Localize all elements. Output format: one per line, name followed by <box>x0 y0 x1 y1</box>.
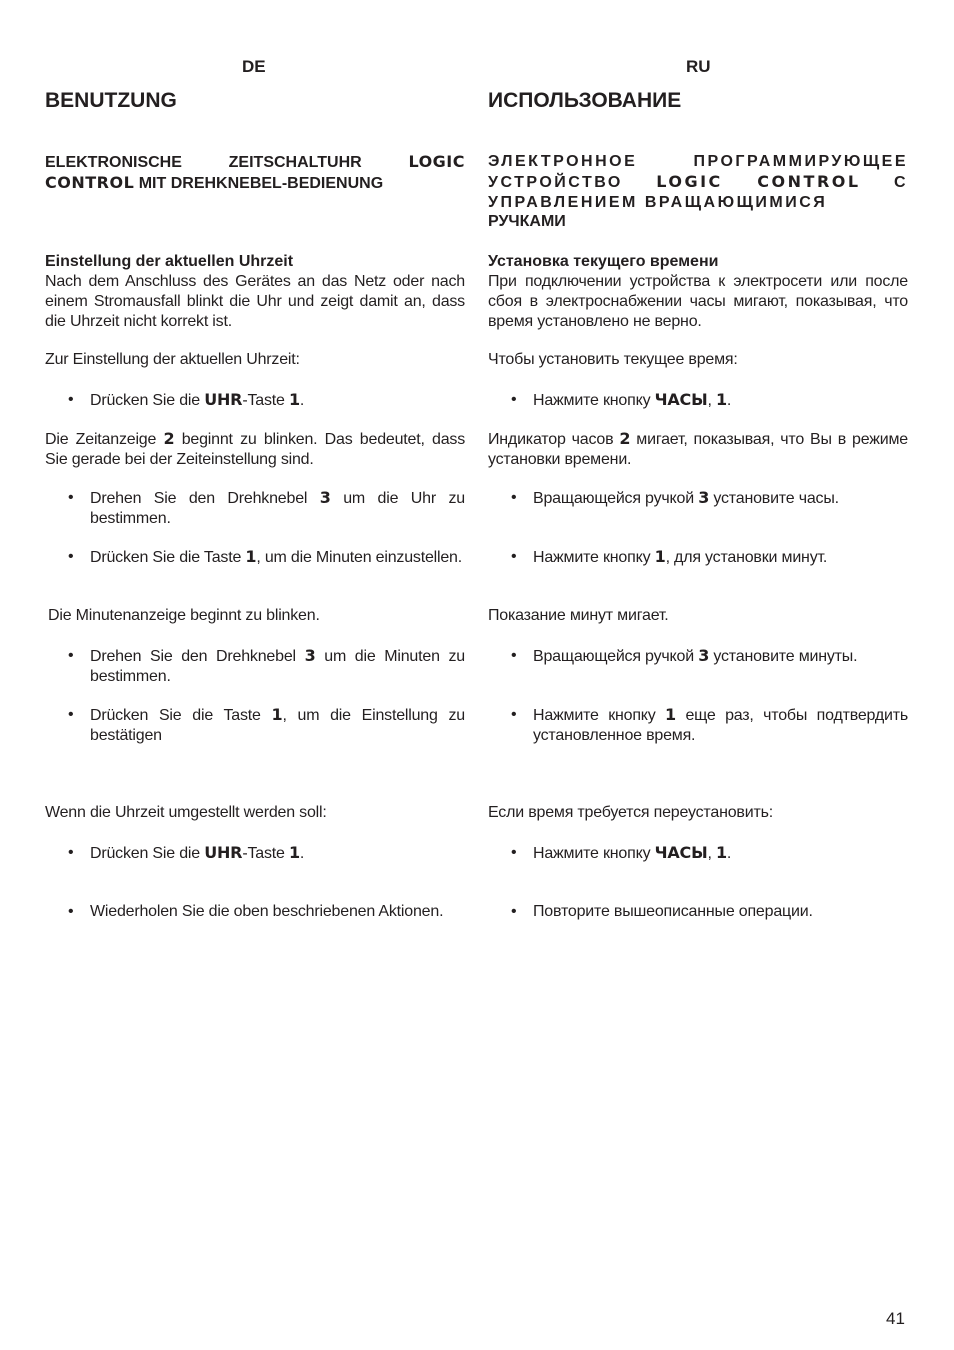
reset-intro-ru: Если время требуется переустановить: <box>488 804 773 821</box>
language-label-ru: RU <box>686 57 711 76</box>
list-item: • Нажмите кнопку ЧАСЫ, 1. <box>511 390 732 409</box>
logic-control-emphasis: LOGIC CONTROL <box>45 152 465 192</box>
logic-control-emphasis: LOGIC CONTROL <box>656 172 861 191</box>
blink-paragraph-ru: Индикатор часов 2 мигает, показывая, что Вы в режиме установки времени. <box>488 429 908 468</box>
intro-paragraph-ru: При подключении устройства к электросети или после сбоя в электроснабжении часы мигают, показывая, что время установлено не верно. <box>488 273 908 330</box>
list-item: • Вращающейся ручкой 3 установите часы. <box>511 488 839 507</box>
list-item: • Drehen Sie den Drehknebel 3 um die Uhr zu bestimmen. <box>68 488 465 527</box>
subtitle-ru: ЭЛЕКТРОННОЕ ПРОГРАММИРУЮЩЕЕ УСТРОЙСТВО LOGIC CONTROL С УПРАВЛЕНИЕМ ВРАЩАЮЩИМИСЯ <box>488 153 909 211</box>
intro-paragraph-de: Nach dem Anschluss des Gerätes an das Netz oder nach einem Stromausfall blinkt die Uhr und zeigt damit an, dass die Uhrzeit nicht korrekt ist. <box>45 273 465 330</box>
list-item: • Нажмите кнопку 1, для установки минут. <box>511 547 828 566</box>
german-column <box>45 0 465 1350</box>
list-item: • Wiederholen Sie die oben beschriebenen Aktionen. <box>68 903 444 920</box>
list-item: • Нажмите кнопку ЧАСЫ, 1. <box>511 843 732 862</box>
list-item: • Нажмите кнопку 1 еще раз, чтобы подтвердить установленное время. <box>511 705 908 744</box>
minutes-blink-paragraph-de: Die Minutenanzeige beginnt zu blinken. <box>48 607 320 624</box>
subtitle-de: ELEKTRONISCHE ZEITSCHALTUHR LOGIC CONTROL MIT DREHKNEBEL-BEDIENUNG <box>45 152 465 192</box>
blink-paragraph-de: Die Zeitanzeige 2 beginnt zu blinken. Das bedeutet, dass Sie gerade bei der Zeiteinstellung sind. <box>45 429 465 468</box>
russian-column <box>488 0 908 1350</box>
list-item: • Drücken Sie die UHR-Taste 1. <box>68 843 305 862</box>
minutes-blink-paragraph-ru: Показание минут мигает. <box>488 607 669 624</box>
list-item: • Drücken Sie die Taste 1, um die Einstellung zu bestätigen <box>68 705 465 744</box>
reset-intro-de: Wenn die Uhrzeit umgestellt werden soll: <box>45 804 327 821</box>
page-number: 41 <box>886 1309 905 1328</box>
section-title-ru: ИСПОЛЬЗОВАНИЕ <box>488 89 682 112</box>
section-heading-de: Einstellung der aktuellen Uhrzeit <box>45 253 294 270</box>
to-set-paragraph-de: Zur Einstellung der aktuellen Uhrzeit: <box>45 351 300 368</box>
list-item: • Повторите вышеописанные операции. <box>511 903 813 920</box>
list-item: • Drücken Sie die UHR-Taste 1. <box>68 390 305 409</box>
to-set-paragraph-ru: Чтобы установить текущее время: <box>488 351 738 368</box>
list-item: • Drehen Sie den Drehknebel 3 um die Minuten zu bestimmen. <box>68 646 465 685</box>
list-item: • Вращающейся ручкой 3 установите минуты. <box>511 646 858 665</box>
language-label-de: DE <box>242 57 266 76</box>
section-heading-ru: Установка текущего времени <box>488 253 719 270</box>
list-item: • Drücken Sie die Taste 1, um die Minuten einzustellen. <box>68 547 463 566</box>
section-title-de: BENUTZUNG <box>45 89 177 112</box>
subtitle-ru-last-line: РУЧКАМИ <box>488 213 566 230</box>
